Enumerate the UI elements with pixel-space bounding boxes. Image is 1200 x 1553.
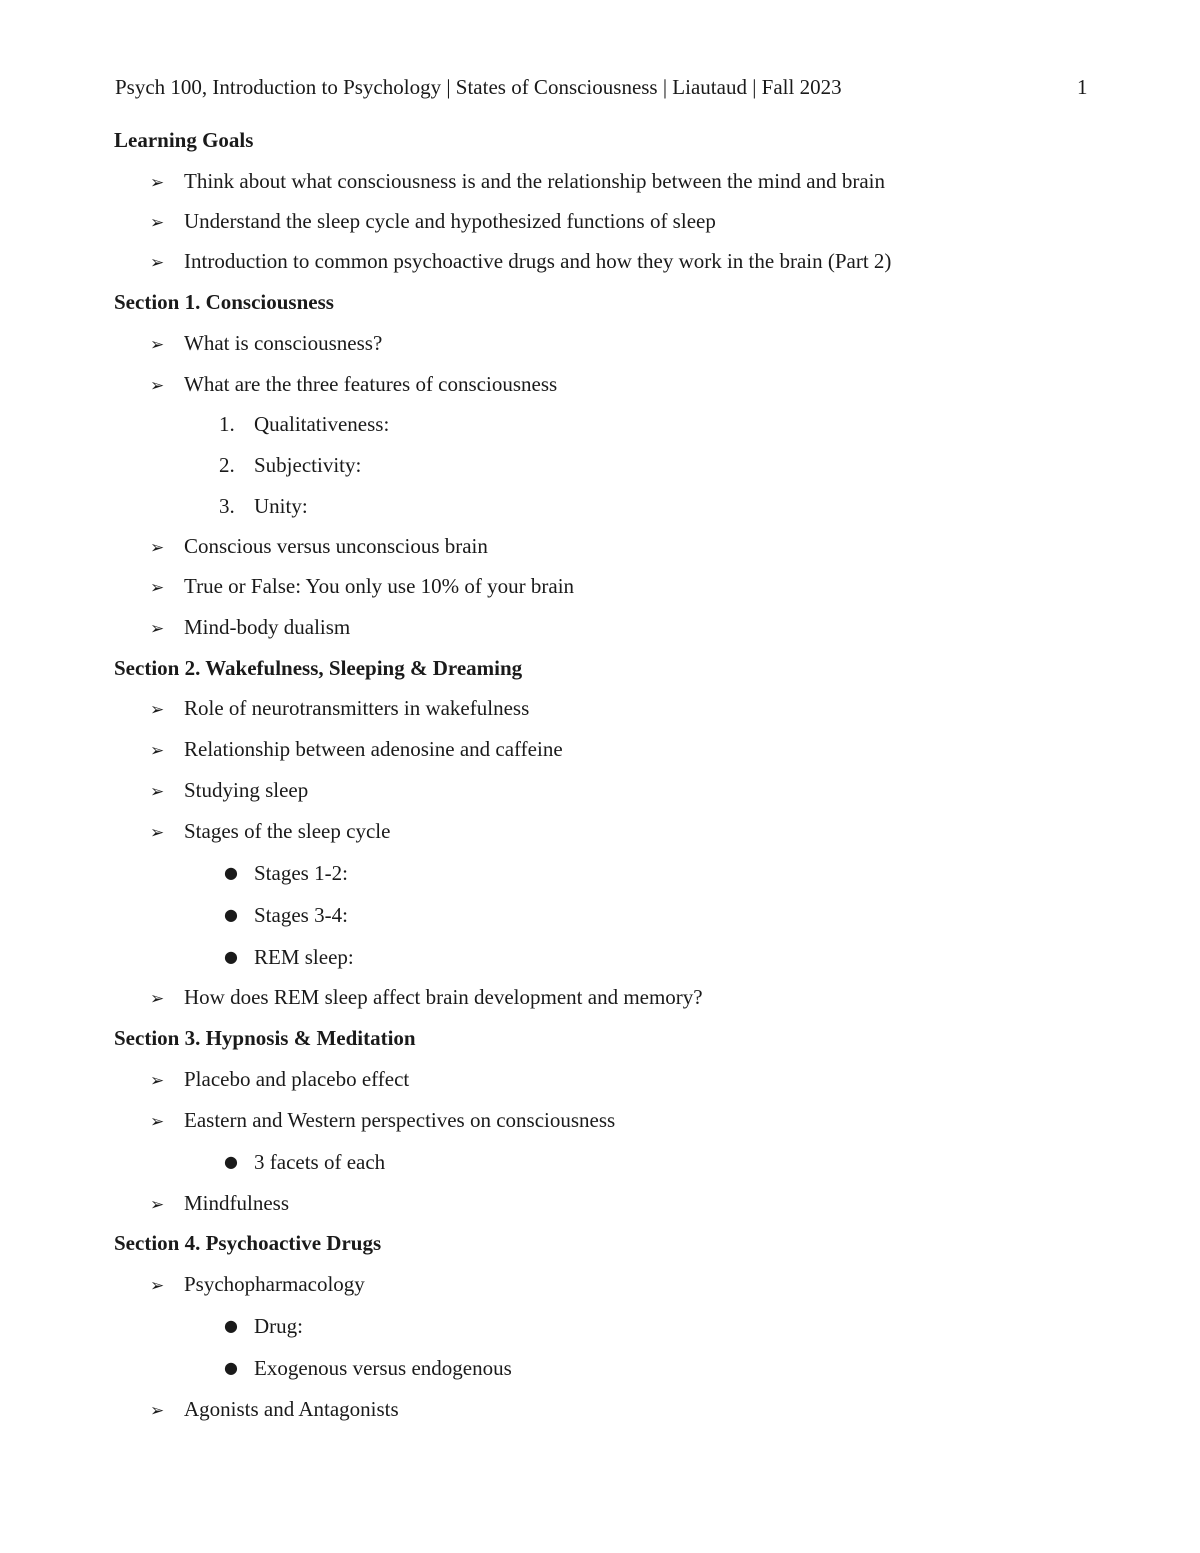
learning-goal-item: ➢ Introduction to common psychoactive drugs and how they work in the brain (Part 2): [150, 249, 892, 273]
arrow-bullet-icon: ➢: [150, 335, 165, 355]
bullet-icon: ●: [224, 905, 238, 924]
bullet-icon: ●: [224, 1152, 238, 1171]
section-1-item: ➢ What is consciousness?: [150, 331, 383, 355]
feature-item: 3. Unity:: [219, 494, 308, 518]
arrow-bullet-icon: ➢: [150, 173, 165, 193]
section-3-heading: Section 3. Hypnosis & Meditation: [114, 1026, 416, 1050]
arrow-bullet-icon: ➢: [150, 578, 165, 598]
section-2-heading: Section 2. Wakefulness, Sleeping & Dreaming: [114, 656, 523, 680]
learning-goals-heading: Learning Goals: [114, 128, 254, 152]
page-header: Psych 100, Introduction to Psychology | States of Consciousness | Liautaud | Fall 2023: [115, 75, 842, 99]
sub-bullet-item: ● 3 facets of each: [224, 1150, 386, 1174]
arrow-bullet-icon: ➢: [150, 741, 165, 761]
section-1-item: ➢ Conscious versus unconscious brain: [150, 534, 488, 558]
learning-goal-item: ➢ Think about what consciousness is and the relationship between the mind and brain: [150, 169, 886, 193]
arrow-bullet-icon: ➢: [150, 700, 165, 720]
section-2-item: ➢ Stages of the sleep cycle: [150, 819, 391, 843]
arrow-bullet-icon: ➢: [150, 1112, 165, 1132]
feature-item: 1. Qualitativeness:: [219, 412, 390, 436]
section-1-item: ➢ Mind-body dualism: [150, 615, 351, 639]
feature-item: 2. Subjectivity:: [219, 453, 362, 477]
bullet-icon: ●: [224, 947, 238, 966]
arrow-bullet-icon: ➢: [150, 213, 165, 233]
arrow-bullet-icon: ➢: [150, 253, 165, 273]
sub-bullet-item: ● Drug:: [224, 1314, 303, 1338]
sub-bullet-item: ● Exogenous versus endogenous: [224, 1356, 512, 1380]
section-3-item: ➢ Mindfulness: [150, 1191, 289, 1215]
page-number: 1: [1077, 75, 1088, 99]
arrow-bullet-icon: ➢: [150, 989, 165, 1009]
section-2-item: ➢ How does REM sleep affect brain development and memory?: [150, 985, 703, 1009]
sleep-stage-item: ● Stages 1-2:: [224, 861, 348, 885]
section-3-item: ➢ Eastern and Western perspectives on consciousness: [150, 1108, 616, 1132]
section-1-heading: Section 1. Consciousness: [114, 290, 334, 314]
bullet-icon: ●: [224, 1316, 238, 1335]
section-2-item: ➢ Relationship between adenosine and caffeine: [150, 737, 563, 761]
arrow-bullet-icon: ➢: [150, 538, 165, 558]
arrow-bullet-icon: ➢: [150, 823, 165, 843]
learning-goal-item: ➢ Understand the sleep cycle and hypothesized functions of sleep: [150, 209, 716, 233]
section-4-item: ➢ Psychopharmacology: [150, 1272, 365, 1296]
arrow-bullet-icon: ➢: [150, 1276, 165, 1296]
section-1-item: ➢ True or False: You only use 10% of your brain: [150, 574, 575, 598]
arrow-bullet-icon: ➢: [150, 1401, 165, 1421]
bullet-icon: ●: [224, 1358, 238, 1377]
arrow-bullet-icon: ➢: [150, 782, 165, 802]
section-2-item: ➢ Studying sleep: [150, 778, 309, 802]
sleep-stage-item: ● REM sleep:: [224, 945, 354, 969]
section-2-item: ➢ Role of neurotransmitters in wakefulness: [150, 696, 530, 720]
section-3-item: ➢ Placebo and placebo effect: [150, 1067, 410, 1091]
arrow-bullet-icon: ➢: [150, 1071, 165, 1091]
arrow-bullet-icon: ➢: [150, 376, 165, 396]
section-4-item: ➢ Agonists and Antagonists: [150, 1397, 399, 1421]
section-4-heading: Section 4. Psychoactive Drugs: [114, 1231, 382, 1255]
arrow-bullet-icon: ➢: [150, 619, 165, 639]
arrow-bullet-icon: ➢: [150, 1195, 165, 1215]
section-1-item: ➢ What are the three features of consciousness: [150, 372, 558, 396]
bullet-icon: ●: [224, 863, 238, 882]
sleep-stage-item: ● Stages 3-4:: [224, 903, 348, 927]
